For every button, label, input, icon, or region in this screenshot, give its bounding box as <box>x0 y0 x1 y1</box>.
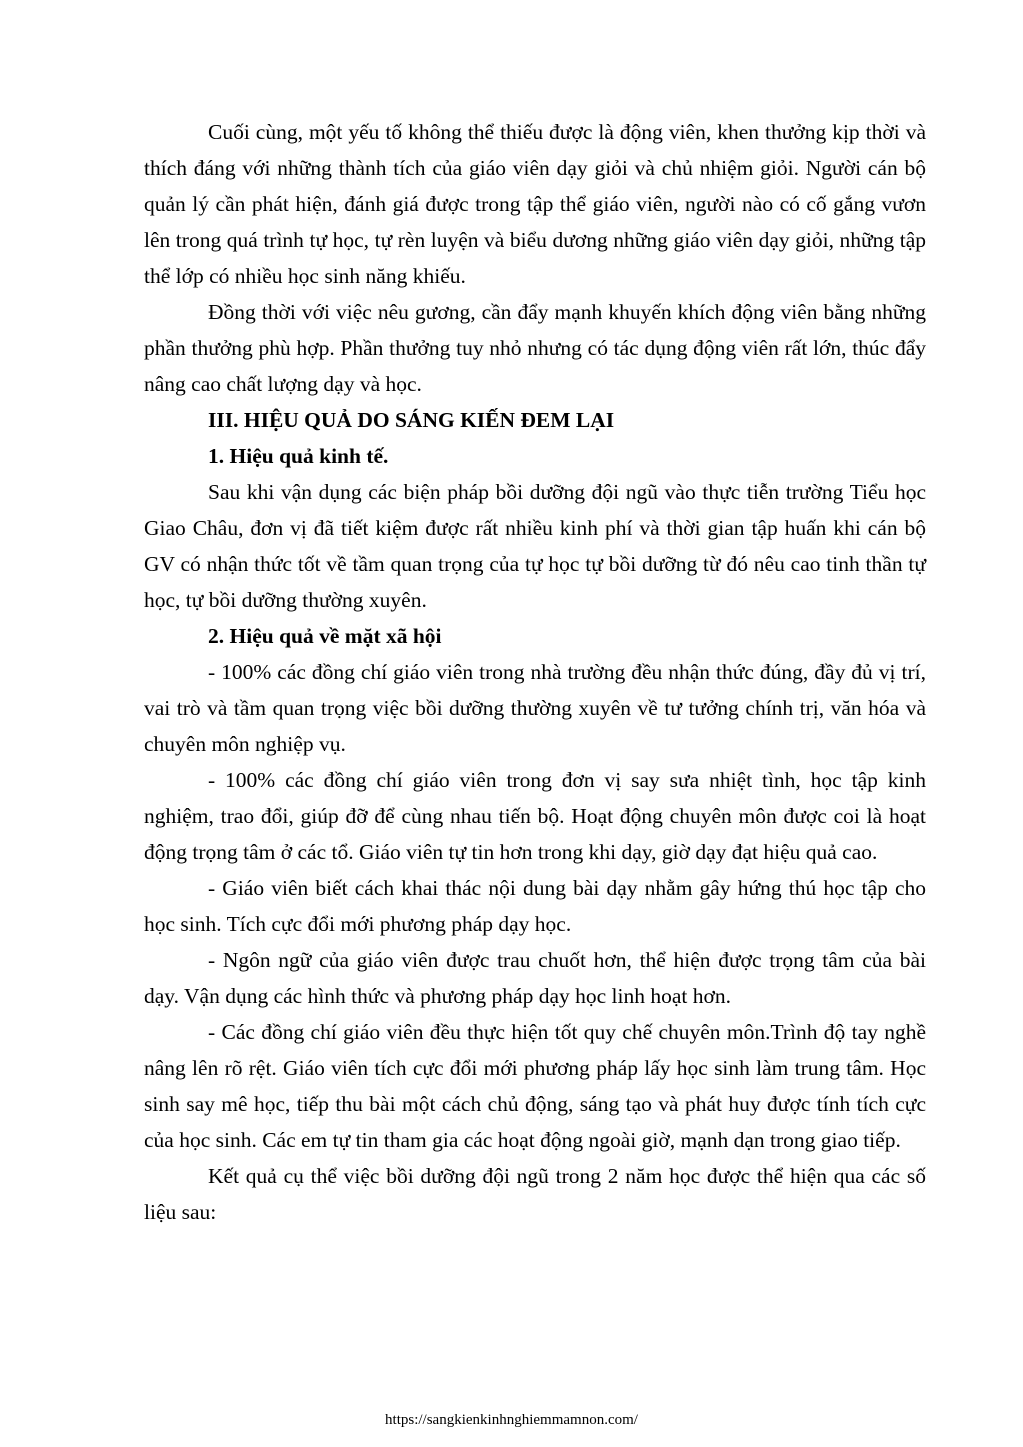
paragraph: - 100% các đồng chí giáo viên trong đơn vị say sưa nhiệt tình, học tập kinh nghiệm, trao đổi, giúp đỡ để cùng nhau tiến bộ. Hoạt động chuyên môn được coi là hoạt động trọng tâm ở các tổ. Giáo viên tự tin hơn trong khi dạy, giờ dạy đạt hiệu quả cao. <box>144 768 926 864</box>
paragraph: Đồng thời với việc nêu gương, cần đẩy mạnh khuyến khích động viên bằng những phần thưởng phù hợp. Phần thưởng tuy nhỏ nhưng có tác dụng động viên rất lớn, thúc đẩy nâng cao chất lượng dạy và học. <box>144 300 926 396</box>
paragraph: - Ngôn ngữ của giáo viên được trau chuốt hơn, thể hiện được trọng tâm của bài dạy. Vận dụng các hình thức và phương pháp dạy học linh hoạt hơn. <box>144 948 926 1008</box>
paragraph: - Giáo viên biết cách khai thác nội dung bài dạy nhằm gây hứng thú học tập cho học sinh. Tích cực đổi mới phương pháp dạy học. <box>144 876 926 936</box>
document-body <box>144 114 926 1230</box>
paragraph: Kết quả cụ thể việc bồi dưỡng đội ngũ trong 2 năm học được thể hiện qua các số liệu sau: <box>144 1164 926 1224</box>
subsection-heading-social: 2. Hiệu quả về mặt xã hội <box>208 624 442 648</box>
subsection-heading-economic: 1. Hiệu quả kinh tế. <box>208 444 389 468</box>
footer-url: https://sangkienkinhnghiemmamnon.com/ <box>385 1412 638 1428</box>
paragraph: - Các đồng chí giáo viên đều thực hiện tốt quy chế chuyên môn.Trình độ tay nghề nâng lên rõ rệt. Giáo viên tích cực đổi mới phương pháp lấy học sinh làm trung tâm. Học sinh say mê học, tiếp thu bài một cách chủ động, sáng tạo và phát huy được tính tích cực của học sinh. Các em tự tin tham gia các hoạt động ngoài giờ, mạnh dạn trong giao tiếp. <box>144 1020 926 1152</box>
section-heading: III. HIỆU QUẢ DO SÁNG KIẾN ĐEM LẠI <box>208 408 615 432</box>
paragraph: Cuối cùng, một yếu tố không thể thiếu được là động viên, khen thưởng kịp thời và thích đáng với những thành tích của giáo viên dạy giỏi và chủ nhiệm giỏi. Người cán bộ quản lý cần phát hiện, đánh giá được trong tập thể giáo viên, người nào có cố gắng vươn lên trong quá trình tự học, tự rèn luyện và biểu dương những giáo viên dạy giỏi, những tập thể lớp có nhiều học sinh năng khiếu. <box>144 120 926 288</box>
paragraph: Sau khi vận dụng các biện pháp bồi dưỡng đội ngũ vào thực tiễn trường Tiểu học Giao Châu, đơn vị đã tiết kiệm được rất nhiều kinh phí và thời gian tập huấn khi cán bộ GV có nhận thức tốt về tầm quan trọng của tự học tự bồi dưỡng từ đó nêu cao tinh thần tự học, tự bồi dưỡng thường xuyên. <box>144 480 926 612</box>
paragraph: - 100% các đồng chí giáo viên trong nhà trường đều nhận thức đúng, đầy đủ vị trí, vai trò và tầm quan trọng việc bồi dưỡng thường xuyên về tư tưởng chính trị, văn hóa và chuyên môn nghiệp vụ. <box>144 660 926 756</box>
